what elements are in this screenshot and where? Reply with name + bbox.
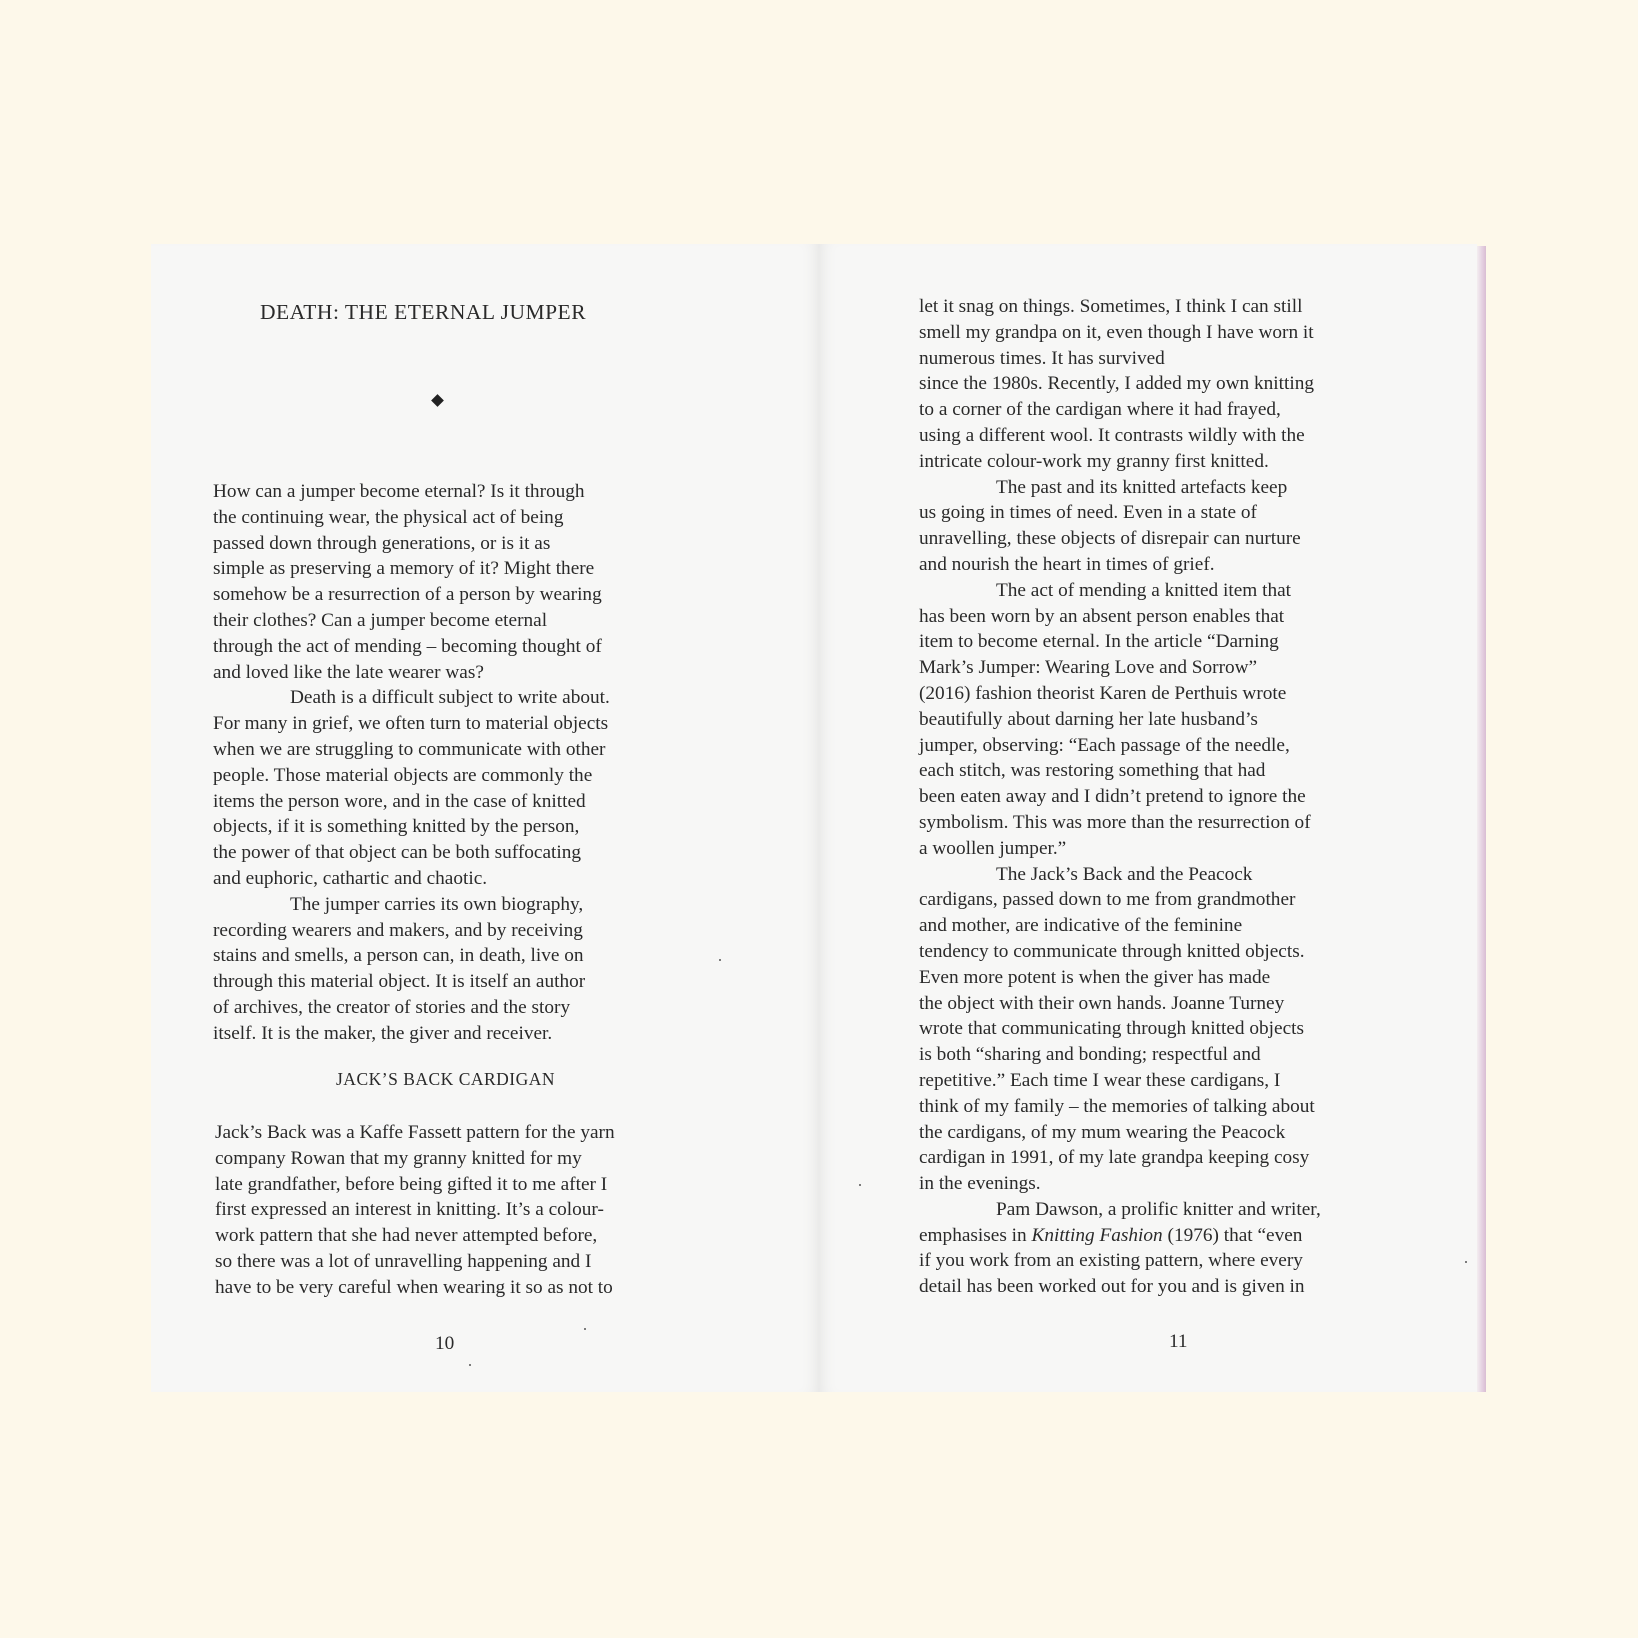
text-line: through this material object. It is itself an author — [213, 971, 586, 993]
text-line: in the evenings. — [919, 1173, 1041, 1195]
text-line: people. Those material objects are commonly the — [213, 764, 593, 786]
text-line: The jumper carries its own biography, — [290, 893, 584, 915]
text-line: each stitch, was restoring something that had — [919, 760, 1266, 782]
paper-speck — [1465, 1261, 1467, 1263]
text-line: their clothes? Can a jumper become eternal — [213, 609, 548, 631]
right-page — [819, 244, 1477, 1392]
text-line: unravelling, these objects of disrepair can nurture — [919, 528, 1301, 550]
text-line: Death is a difficult subject to write about. — [290, 687, 610, 709]
text-line: item to become eternal. In the article “Darning — [919, 631, 1279, 653]
text-line: cardigans, passed down to me from grandmother — [919, 889, 1296, 911]
text-line: symbolism. This was more than the resurrection of — [919, 811, 1311, 833]
text-line: of archives, the creator of stories and the story — [213, 996, 571, 1018]
text-line: Even more potent is when the giver has made — [919, 966, 1271, 988]
section-body-text — [215, 1120, 615, 1301]
text-line: The past and its knitted artefacts keep — [996, 476, 1288, 498]
text-line: objects, if it is something knitted by the person, — [213, 816, 580, 838]
paper-speck — [584, 1328, 586, 1330]
text-line: have to be very careful when wearing it so as not to — [215, 1276, 613, 1298]
text-line: smell my grandpa on it, even though I have worn it — [919, 321, 1314, 343]
text-line: and loved like the late wearer was? — [213, 661, 484, 683]
text-line: wrote that communicating through knitted objects — [919, 1018, 1305, 1040]
text-line: passed down through generations, or is it as — [213, 532, 551, 554]
page-number-right: 11 — [1169, 1331, 1188, 1352]
page-edges — [1477, 246, 1486, 1392]
text-line: think of my family – the memories of talking about — [919, 1095, 1315, 1117]
text-line: the cardigans, of my mum wearing the Peacock — [919, 1121, 1286, 1143]
text-line: simple as preserving a memory of it? Might there — [213, 558, 595, 580]
text-line: is both “sharing and bonding; respectful and — [919, 1044, 1261, 1066]
diamond-icon — [431, 394, 444, 407]
text-line: late grandfather, before being gifted it to me after I — [215, 1173, 608, 1195]
text-line: tendency to communicate through knitted objects. — [919, 940, 1305, 962]
paper-speck — [719, 959, 721, 961]
text-line: when we are struggling to communicate with other — [213, 738, 606, 760]
text-line: company Rowan that my granny knitted for my — [215, 1147, 582, 1169]
text-line: first expressed an interest in knitting. It’s a colour- — [215, 1199, 604, 1221]
text-line: and nourish the heart in times of grief. — [919, 553, 1215, 575]
text-fragment: emphasises in — [919, 1224, 1032, 1246]
text-line: using a different wool. It contrasts wildly with the — [919, 424, 1305, 446]
text-line: to a corner of the cardigan where it had frayed, — [919, 399, 1281, 421]
text-line: a woollen jumper.” — [919, 837, 1067, 859]
open-book — [151, 244, 1486, 1392]
left-body-text — [213, 479, 610, 1047]
text-line: been eaten away and I didn’t pretend to ignore the — [919, 786, 1306, 808]
text-line: Jack’s Back was a Kaffe Fassett pattern for the yarn — [215, 1122, 615, 1143]
text-line: if you work from an existing pattern, where every — [919, 1250, 1303, 1272]
text-line: and euphoric, cathartic and chaotic. — [213, 867, 488, 889]
book-title: Knitting Fashion — [1031, 1224, 1163, 1246]
section-heading: JACK’S BACK CARDIGAN — [336, 1069, 556, 1089]
text-line: intricate colour-work my granny first knitted. — [919, 450, 1269, 472]
text-fragment: (1976) that “even — [1162, 1224, 1303, 1246]
text-line: and mother, are indicative of the feminine — [919, 915, 1243, 937]
left-page — [151, 244, 819, 1392]
text-line: recording wearers and makers, and by receiving — [213, 919, 583, 941]
paper-speck — [859, 1184, 861, 1186]
text-line: numerous times. It has survived — [919, 347, 1165, 369]
text-line: let it snag on things. Sometimes, I think I can still — [919, 296, 1303, 317]
paper-speck — [469, 1364, 471, 1366]
text-line: The Jack’s Back and the Peacock — [996, 863, 1253, 885]
text-line: Mark’s Jumper: Wearing Love and Sorrow” — [919, 657, 1258, 679]
text-line — [919, 1223, 1321, 1249]
text-line: detail has been worked out for you and is given in — [919, 1276, 1305, 1298]
text-line: has been worn by an absent person enables that — [919, 605, 1285, 627]
chapter-title: DEATH: THE ETERNAL JUMPER — [260, 300, 587, 324]
text-line: so there was a lot of unravelling happening and I — [215, 1250, 592, 1272]
text-line: since the 1980s. Recently, I added my own knitting — [919, 373, 1315, 395]
text-line: us going in times of need. Even in a state of — [919, 502, 1257, 524]
text-line: The act of mending a knitted item that — [996, 579, 1292, 601]
text-line: through the act of mending – becoming thought of — [213, 635, 602, 657]
text-line: stains and smells, a person can, in death, live on — [213, 945, 584, 967]
text-line: jumper, observing: “Each passage of the needle, — [919, 734, 1290, 756]
text-line: the power of that object can be both suffocating — [213, 842, 582, 864]
text-line: repetitive.” Each time I wear these cardigans, I — [919, 1069, 1281, 1091]
right-body-text — [919, 294, 1321, 1300]
text-line: How can a jumper become eternal? Is it through — [213, 481, 585, 502]
page-number-left: 10 — [435, 1333, 455, 1354]
text-line: work pattern that she had never attempted before, — [215, 1225, 598, 1247]
text-line: Pam Dawson, a prolific knitter and writer, — [996, 1198, 1321, 1220]
text-line: cardigan in 1991, of my late grandpa keeping cosy — [919, 1147, 1310, 1169]
text-line: beautifully about darning her late husband’s — [919, 708, 1258, 730]
text-line: somehow be a resurrection of a person by wearing — [213, 584, 602, 606]
text-line: itself. It is the maker, the giver and receiver. — [213, 1022, 553, 1044]
text-line: (2016) fashion theorist Karen de Perthuis wrote — [919, 682, 1287, 704]
text-line: items the person wore, and in the case of knitted — [213, 790, 586, 812]
text-line: the object with their own hands. Joanne Turney — [919, 992, 1285, 1014]
text-line: the continuing wear, the physical act of being — [213, 506, 564, 528]
text-line: For many in grief, we often turn to material objects — [213, 713, 609, 735]
